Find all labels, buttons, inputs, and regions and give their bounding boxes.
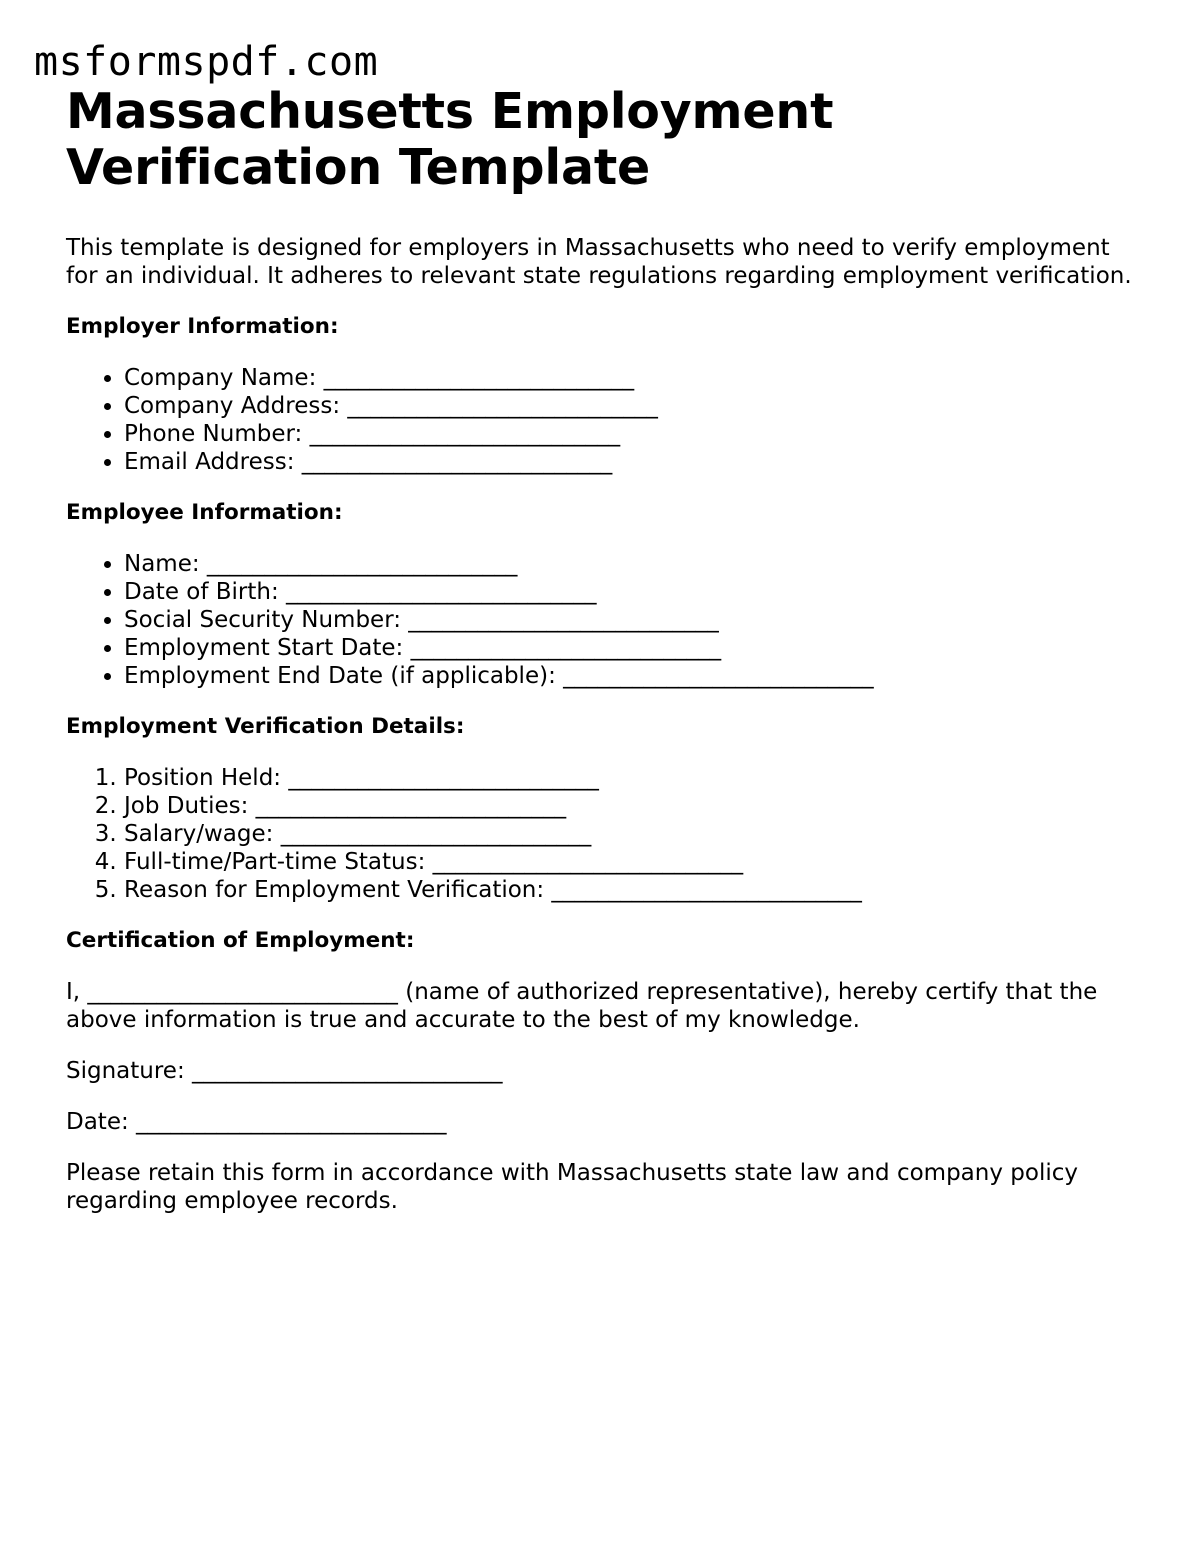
closing-note: Please retain this form in accordance with Massachusetts state law and company policy regarding employee records.	[66, 1160, 1078, 1214]
salary-wage-field: 3. Salary/wage: ___________________________	[124, 820, 1136, 848]
ssn-field: • Social Security Number: ___________________________	[124, 606, 1136, 634]
employee-section-heading: Employee Information:	[66, 500, 343, 525]
verification-details-list	[66, 764, 1136, 904]
end-date-field: • Employment End Date (if applicable): ___________________________	[124, 662, 1136, 690]
position-held-field: 1. Position Held: ___________________________	[124, 764, 1136, 792]
email-address-field: • Email Address: ___________________________	[124, 448, 1136, 476]
employee-info-list	[66, 550, 1136, 690]
company-name-field: • Company Name: ___________________________	[124, 364, 1136, 392]
details-section-heading: Employment Verification Details:	[66, 714, 465, 739]
employer-info-list	[66, 364, 1136, 476]
employee-name-field: • Name: ___________________________	[124, 550, 1136, 578]
certification-statement: I, ___________________________ (name of authorized representative), hereby certify that the above information is true and accurate to the best of my knowledge.	[66, 979, 1098, 1033]
signature-field: Signature: ___________________________	[66, 1058, 503, 1084]
certification-section-heading: Certification of Employment:	[66, 928, 415, 953]
site-watermark: msformspdf.com	[34, 39, 379, 85]
date-of-birth-field: • Date of Birth: ___________________________	[124, 578, 1136, 606]
employment-status-field: 4. Full-time/Part-time Status: ___________________________	[124, 848, 1136, 876]
verification-reason-field: 5. Reason for Employment Verification: ___________________________	[124, 876, 1136, 904]
date-field: Date: ___________________________	[66, 1109, 447, 1135]
start-date-field: • Employment Start Date: ___________________________	[124, 634, 1136, 662]
document-title: Massachusetts Employment Verification Template	[66, 83, 834, 196]
phone-number-field: • Phone Number: ___________________________	[124, 420, 1136, 448]
company-address-field: • Company Address: ___________________________	[124, 392, 1136, 420]
document-body	[66, 84, 1136, 1215]
job-duties-field: 2. Job Duties: ___________________________	[124, 792, 1136, 820]
employer-section-heading: Employer Information:	[66, 314, 339, 339]
intro-paragraph: This template is designed for employers in Massachusetts who need to verify employment for an individual. It adheres to relevant state regulations regarding employment verification.	[66, 235, 1132, 289]
